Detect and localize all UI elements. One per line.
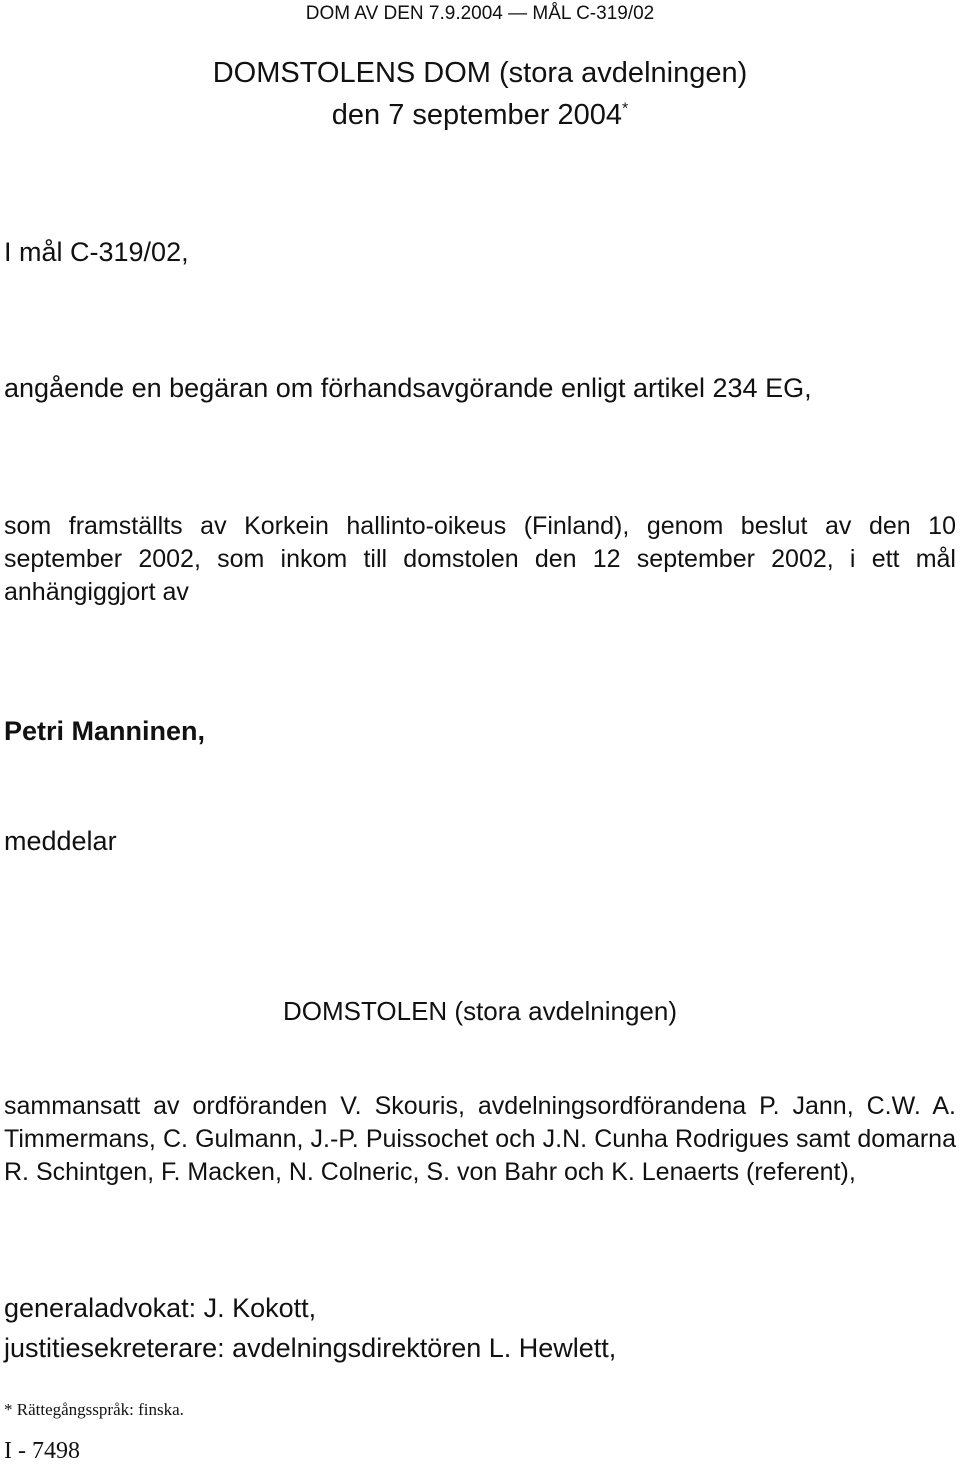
party-name: Petri Manninen, <box>4 716 206 746</box>
judgment-date <box>0 97 960 133</box>
referral-paragraph: som framställts av Korkein hallinto-oikeus (Finland), genom beslut av den 10 september 2002, som inkom till domstolen den 12 september 2002, i ett mål anhängiggjort av <box>4 512 956 606</box>
running-header: DOM AV DEN 7.9.2004 — MÅL C-319/02 <box>305 3 655 24</box>
court-heading: DOMSTOLEN (stora avdelningen) <box>282 996 677 1026</box>
registrar: justitiesekreterare: avdelningsdirektören L. Hewlett, <box>4 1333 617 1363</box>
page-number: I - 7498 <box>4 1438 80 1464</box>
request-line: angående en begäran om förhandsavgörande enligt artikel 234 EG, <box>4 373 812 403</box>
court-composition: sammansatt av ordföranden V. Skouris, avdelningsordförandena P. Jann, C.W. A. Timmermans, C. Gulmann, J.-P. Puissochet och J.N. Cunha Rodrigues samt domarna R. Schintgen, F. Macken, N. Colneric, S. von Bahr och K. Lenaerts (referent), <box>4 1092 956 1186</box>
advocate-general: generaladvokat: J. Kokott, <box>4 1293 317 1323</box>
judgment-date-text: den 7 september 2004 <box>331 99 622 131</box>
case-number: I mål C-319/02, <box>4 237 189 267</box>
footnote-marker: * <box>621 100 629 118</box>
language-footnote: * Rättegångsspråk: finska. <box>4 1400 184 1419</box>
judgment-title: DOMSTOLENS DOM (stora avdelningen) <box>212 57 748 89</box>
verdict-word: meddelar <box>4 826 117 856</box>
